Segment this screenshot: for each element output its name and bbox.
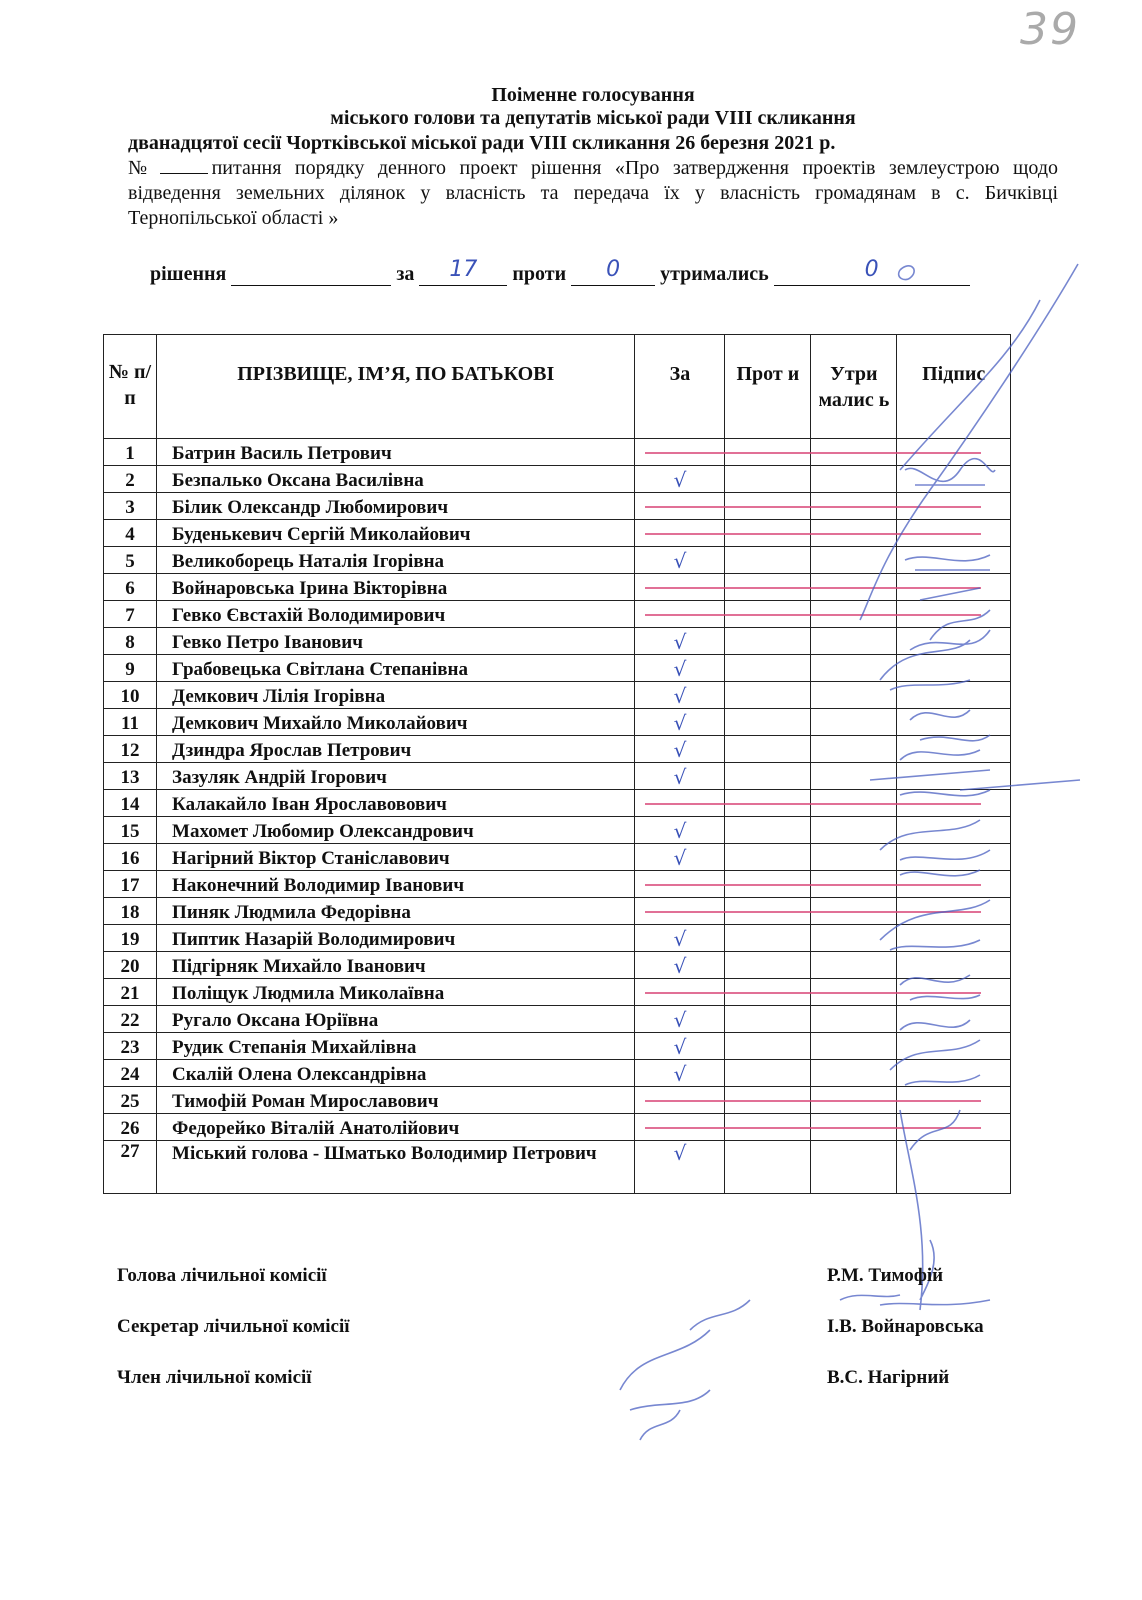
- row-signature: [897, 817, 1011, 844]
- row-proty: [725, 1033, 811, 1060]
- decision-label: рішення: [150, 263, 227, 285]
- row-name: Підгірняк Михайло Іванович: [157, 952, 635, 979]
- row-name: Ругало Оксана Юріївна: [157, 1006, 635, 1033]
- row-number: 11: [104, 709, 157, 736]
- row-name: Пиняк Людмила Федорівна: [157, 898, 635, 925]
- header-name: ПРІЗВИЩЕ, ІМ’Я, ПО БАТЬКОВІ: [157, 335, 635, 439]
- proty-value: 0: [606, 257, 621, 282]
- table-row: [104, 682, 1011, 709]
- row-za-mark: √: [635, 655, 725, 682]
- row-number: 17: [104, 871, 157, 898]
- za-blank: [419, 257, 507, 286]
- row-signature: [897, 547, 1011, 574]
- absent-strike-line: [645, 1127, 981, 1129]
- utrymalys-label: утримались: [660, 263, 769, 285]
- row-name: Войнаровська Ірина Вікторівна: [157, 574, 635, 601]
- table-row: [104, 547, 1011, 574]
- row-signature: [897, 655, 1011, 682]
- utrymalys-value: 0: [864, 257, 879, 282]
- table-row: [104, 763, 1011, 790]
- row-name: Нагірний Віктор Станіславович: [157, 844, 635, 871]
- row-signature: [897, 628, 1011, 655]
- row-name: Великоборець Наталія Ігорівна: [157, 547, 635, 574]
- row-utrymalys: [811, 1141, 897, 1194]
- row-proty: [725, 952, 811, 979]
- row-utrymalys: [811, 628, 897, 655]
- row-signature: [897, 844, 1011, 871]
- absent-strike-line: [645, 1100, 981, 1102]
- row-utrymalys: [811, 736, 897, 763]
- decision-line: [150, 257, 1050, 286]
- row-signature: [897, 736, 1011, 763]
- absent-strike-line: [645, 884, 981, 886]
- row-number: 16: [104, 844, 157, 871]
- row-number: 8: [104, 628, 157, 655]
- commission-signature-3: [840, 1295, 990, 1305]
- row-proty: [725, 709, 811, 736]
- header-num: № п/п: [104, 335, 157, 439]
- table-body: [104, 439, 1011, 1194]
- row-number: 15: [104, 817, 157, 844]
- row-name: Буденькевич Сергій Миколайович: [157, 520, 635, 547]
- row-name: Безпалько Оксана Василівна: [157, 466, 635, 493]
- header-proty: Прот и: [725, 335, 811, 439]
- row-name: Батрин Василь Петрович: [157, 439, 635, 466]
- absent-strike-line: [645, 803, 981, 805]
- row-name: Демкович Лілія Ігорівна: [157, 682, 635, 709]
- row-utrymalys: [811, 709, 897, 736]
- row-number: 27: [104, 1141, 157, 1194]
- row-number: 23: [104, 1033, 157, 1060]
- row-za-mark: √: [635, 682, 725, 709]
- row-utrymalys: [811, 817, 897, 844]
- absent-strike-line: [645, 452, 981, 454]
- row-za-mark: √: [635, 1006, 725, 1033]
- votes-table: [103, 334, 1011, 1194]
- secretary-label: Секретар лічильної комісії: [117, 1316, 350, 1337]
- row-signature: [897, 682, 1011, 709]
- row-number: 25: [104, 1087, 157, 1114]
- absent-strike-line: [645, 911, 981, 913]
- row-utrymalys: [811, 1060, 897, 1087]
- row-signature: [897, 466, 1011, 493]
- row-name: Тимофій Роман Мирославович: [157, 1087, 635, 1114]
- row-utrymalys: [811, 547, 897, 574]
- row-proty: [725, 1141, 811, 1194]
- row-signature: [897, 1060, 1011, 1087]
- absent-strike-line: [645, 506, 981, 508]
- row-name: Скалій Олена Олександрівна: [157, 1060, 635, 1087]
- row-number: 22: [104, 1006, 157, 1033]
- row-signature: [897, 1006, 1011, 1033]
- absent-strike-line: [645, 587, 981, 589]
- row-za-mark: √: [635, 925, 725, 952]
- row-proty: [725, 763, 811, 790]
- absent-strike-line: [645, 533, 981, 535]
- row-name: Поліщук Людмила Миколаївна: [157, 979, 635, 1006]
- row-number: 19: [104, 925, 157, 952]
- row-utrymalys: [811, 655, 897, 682]
- table-row: [104, 655, 1011, 682]
- header-za: За: [635, 335, 725, 439]
- row-za-mark: √: [635, 844, 725, 871]
- row-number: 21: [104, 979, 157, 1006]
- za-value: 17: [449, 257, 478, 282]
- row-signature: [897, 763, 1011, 790]
- row-signature: [897, 1141, 1011, 1194]
- head-name: Р.М. Тимофій: [827, 1265, 944, 1286]
- row-za-mark: √: [635, 466, 725, 493]
- table-row: [104, 466, 1011, 493]
- title-line-1: Поіменне голосування: [491, 84, 695, 106]
- question-number-blank: [160, 173, 208, 174]
- utrymalys-blank: [774, 257, 970, 286]
- row-name: Наконечний Володимир Іванович: [157, 871, 635, 898]
- row-proty: [725, 682, 811, 709]
- member-name: В.С. Нагірний: [827, 1367, 950, 1388]
- header-utrymalys: Утри малис ь: [811, 335, 897, 439]
- page-number: 39: [1020, 4, 1080, 55]
- head-label: Голова лічильної комісії: [117, 1265, 327, 1286]
- row-signature: [897, 952, 1011, 979]
- table-row: [104, 1006, 1011, 1033]
- question-text-block: [128, 156, 1058, 231]
- row-number: 5: [104, 547, 157, 574]
- row-utrymalys: [811, 1033, 897, 1060]
- row-proty: [725, 1060, 811, 1087]
- question-text: питання порядку денного проект рішення «Про затвердження проектів землеустрою щодо відведення земельних ділянок у власність та передача їх у власність громадянам в с. Бичківці Тернопільської області »: [128, 157, 1058, 229]
- row-proty: [725, 1006, 811, 1033]
- table-row: [104, 817, 1011, 844]
- secretary-name: І.В. Войнаровська: [827, 1316, 984, 1337]
- row-signature: [897, 925, 1011, 952]
- table-row: [104, 844, 1011, 871]
- row-proty: [725, 925, 811, 952]
- member-label: Член лічильної комісії: [117, 1367, 312, 1388]
- row-za-mark: √: [635, 709, 725, 736]
- title-line-3: дванадцятої сесії Чортківської міської ради VIII скликання 26 березня 2021 р.: [128, 132, 836, 154]
- row-signature: [897, 709, 1011, 736]
- row-utrymalys: [811, 952, 897, 979]
- table-row: [104, 628, 1011, 655]
- row-name: Дзиндра Ярослав Петрович: [157, 736, 635, 763]
- row-number: 6: [104, 574, 157, 601]
- table-row: [104, 1060, 1011, 1087]
- row-name: Рудик Степанія Михайлівна: [157, 1033, 635, 1060]
- row-za-mark: √: [635, 736, 725, 763]
- absent-strike-line: [645, 992, 981, 994]
- row-proty: [725, 466, 811, 493]
- row-number: 10: [104, 682, 157, 709]
- table-row: [104, 709, 1011, 736]
- decision-blank: [231, 265, 391, 286]
- row-number: 9: [104, 655, 157, 682]
- row-utrymalys: [811, 682, 897, 709]
- row-name: Пиптик Назарій Володимирович: [157, 925, 635, 952]
- za-label: за: [396, 263, 415, 285]
- header-signature: Підпис: [897, 335, 1011, 439]
- row-number: 18: [104, 898, 157, 925]
- row-proty: [725, 655, 811, 682]
- row-number: 7: [104, 601, 157, 628]
- row-utrymalys: [811, 844, 897, 871]
- row-proty: [725, 844, 811, 871]
- row-za-mark: √: [635, 952, 725, 979]
- row-number: 4: [104, 520, 157, 547]
- row-number: 12: [104, 736, 157, 763]
- row-za-mark: √: [635, 817, 725, 844]
- row-proty: [725, 817, 811, 844]
- row-number: 26: [104, 1114, 157, 1141]
- row-name: Федорейко Віталій Анатолійович: [157, 1114, 635, 1141]
- row-za-mark: √: [635, 1033, 725, 1060]
- row-name: Білик Олександр Любомирович: [157, 493, 635, 520]
- table-header-row: [104, 335, 1011, 439]
- proty-label: проти: [512, 263, 567, 285]
- row-number: 24: [104, 1060, 157, 1087]
- title-line-2: міського голови та депутатів міської ради VIII скликання: [330, 107, 856, 129]
- row-name: Гевко Петро Іванович: [157, 628, 635, 655]
- question-number-prefix: №: [128, 157, 156, 179]
- row-za-mark: √: [635, 763, 725, 790]
- row-name: Демкович Михайло Миколайович: [157, 709, 635, 736]
- row-utrymalys: [811, 1006, 897, 1033]
- row-za-mark: √: [635, 1060, 725, 1087]
- row-name: Махомет Любомир Олександрович: [157, 817, 635, 844]
- row-name: Гевко Євстахій Володимирович: [157, 601, 635, 628]
- commission-signature-1: [620, 1330, 710, 1440]
- table-row: [104, 1033, 1011, 1060]
- table-row: [104, 1141, 1011, 1194]
- commission-signature-2: [690, 1300, 750, 1330]
- row-number: 3: [104, 493, 157, 520]
- row-name: Зазуляк Андрій Ігорович: [157, 763, 635, 790]
- proty-blank: [571, 257, 655, 286]
- table-row: [104, 925, 1011, 952]
- row-number: 14: [104, 790, 157, 817]
- row-signature: [897, 1033, 1011, 1060]
- table-row: [104, 952, 1011, 979]
- row-proty: [725, 547, 811, 574]
- row-proty: [725, 628, 811, 655]
- absent-strike-line: [645, 614, 981, 616]
- row-name: Калакайло Іван Ярославовович: [157, 790, 635, 817]
- row-number: 13: [104, 763, 157, 790]
- row-name: Міський голова - Шматько Володимир Петрович: [157, 1141, 635, 1194]
- row-proty: [725, 736, 811, 763]
- row-number: 1: [104, 439, 157, 466]
- row-number: 2: [104, 466, 157, 493]
- row-number: 20: [104, 952, 157, 979]
- row-utrymalys: [811, 925, 897, 952]
- row-utrymalys: [811, 763, 897, 790]
- table-row: [104, 736, 1011, 763]
- row-za-mark: √: [635, 628, 725, 655]
- row-name: Грабовецька Світлана Степанівна: [157, 655, 635, 682]
- row-za-mark: √: [635, 547, 725, 574]
- row-za-mark: √: [635, 1141, 725, 1194]
- row-utrymalys: [811, 466, 897, 493]
